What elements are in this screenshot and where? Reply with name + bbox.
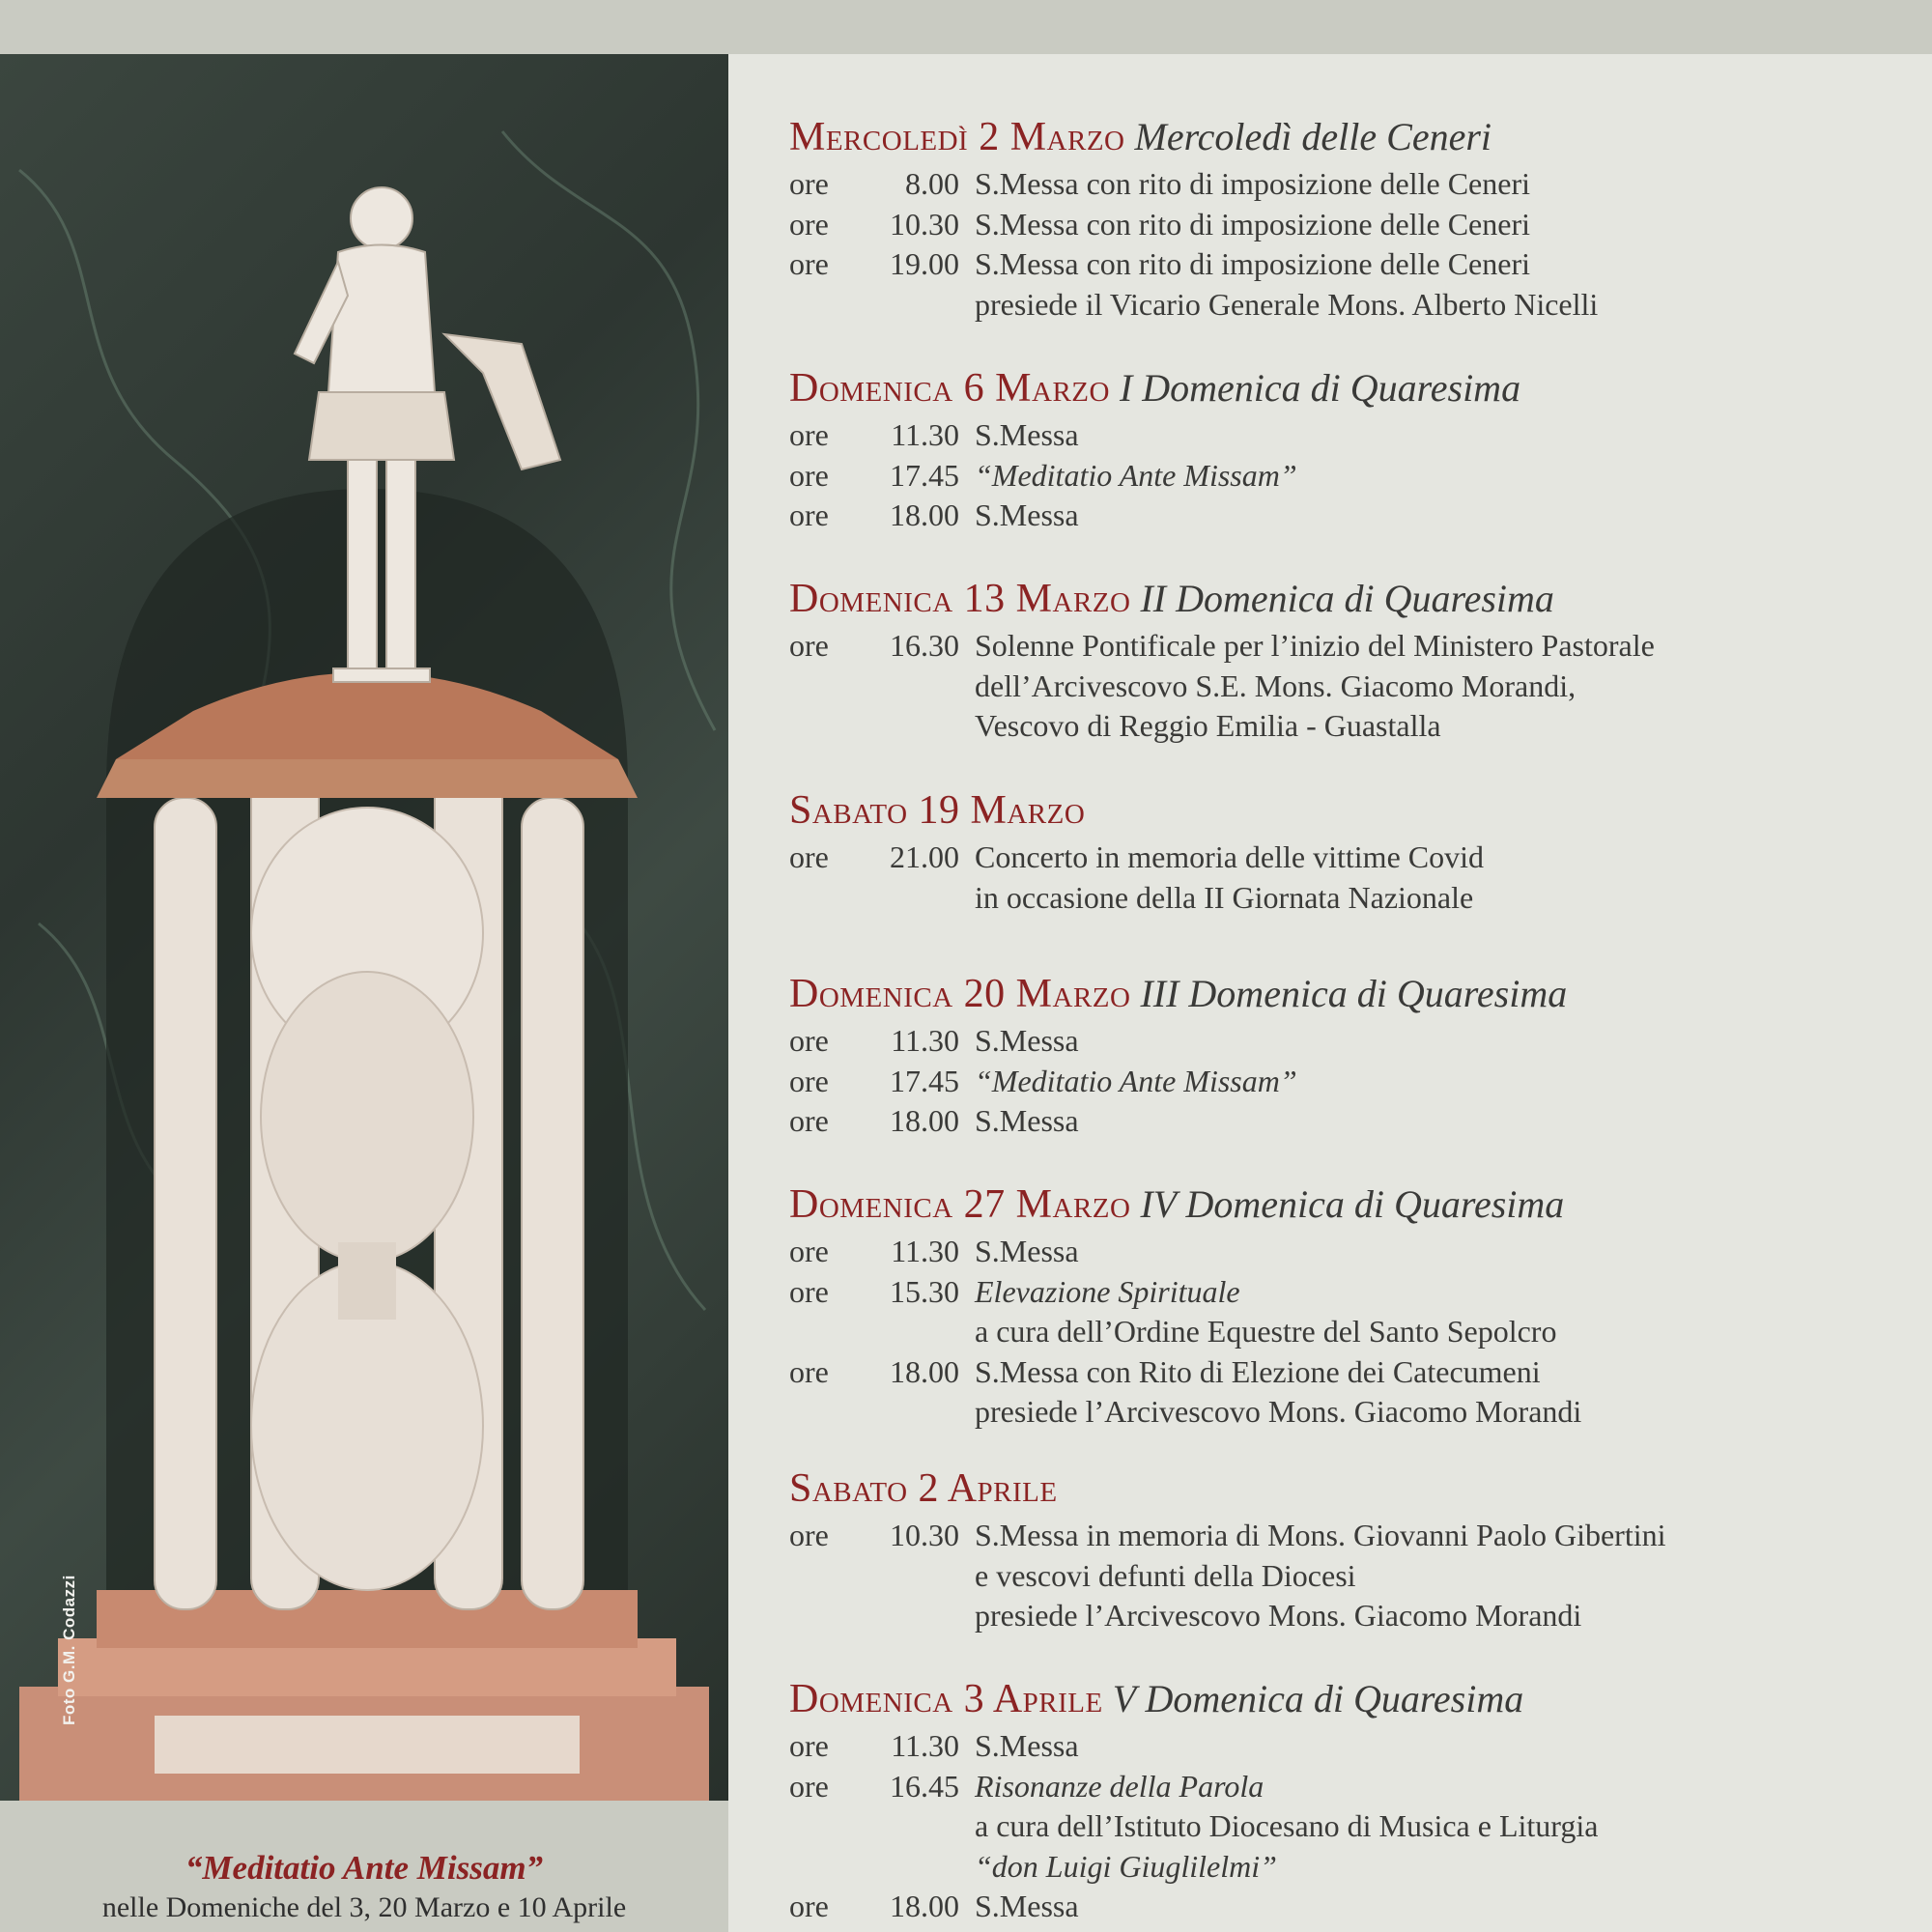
day-feast: III Domenica di Quaresima bbox=[1140, 972, 1568, 1015]
event-description: Risonanze della Parola bbox=[975, 1768, 1264, 1804]
event-description: S.Messa bbox=[975, 1889, 1079, 1923]
event-description: S.Messa con rito di imposizione delle Ceneri bbox=[975, 206, 1530, 242]
event-description: “Meditatio Ante Missam” bbox=[975, 457, 1297, 493]
event-description: S.Messa bbox=[975, 1234, 1079, 1268]
event-ore-label: ore bbox=[789, 206, 829, 242]
event-time: 11.30 bbox=[891, 1023, 959, 1058]
event-ore-label: ore bbox=[789, 166, 829, 201]
day-date: Domenica 13 Marzo bbox=[789, 577, 1131, 621]
day-feast: II Domenica di Quaresima bbox=[1140, 577, 1554, 620]
day-heading bbox=[789, 365, 1520, 412]
top-banner bbox=[0, 0, 1932, 54]
event-description: presiede l’Arcivescovo Mons. Giacomo Morandi bbox=[975, 1598, 1582, 1633]
event-description: in occasione della II Giornata Nazionale bbox=[975, 879, 1474, 915]
caption-box bbox=[0, 1801, 728, 1932]
day-heading bbox=[789, 787, 1085, 834]
event-time: 11.30 bbox=[891, 1234, 959, 1268]
event-ore-label: ore bbox=[789, 1234, 829, 1268]
event-description: S.Messa con rito di imposizione delle Ceneri bbox=[975, 246, 1530, 281]
event-time: 17.45 bbox=[890, 1063, 959, 1098]
event-description: S.Messa bbox=[975, 417, 1079, 452]
day-feast: IV Domenica di Quaresima bbox=[1140, 1182, 1565, 1226]
event-description: S.Messa bbox=[975, 497, 1079, 532]
event-ore-label: ore bbox=[789, 1518, 829, 1552]
day-heading bbox=[789, 971, 1567, 1017]
event-time: 10.30 bbox=[890, 1518, 959, 1552]
event-time: 17.45 bbox=[890, 457, 959, 493]
day-date: Sabato 2 Aprile bbox=[789, 1466, 1058, 1511]
event-description: dell’Arcivescovo S.E. Mons. Giacomo Morandi, bbox=[975, 668, 1577, 703]
event-ore-label: ore bbox=[789, 1889, 829, 1923]
event-time: 16.45 bbox=[890, 1768, 959, 1804]
event-time: 8.00 bbox=[905, 166, 959, 201]
event-ore-label: ore bbox=[789, 497, 829, 532]
event-description: Elevazione Spirituale bbox=[975, 1273, 1240, 1309]
day-date: Sabato 19 Marzo bbox=[789, 788, 1086, 833]
event-description: S.Messa bbox=[975, 1023, 1079, 1058]
event-description: S.Messa in memoria di Mons. Giovanni Paolo Gibertini bbox=[975, 1518, 1666, 1552]
event-ore-label: ore bbox=[789, 1023, 829, 1058]
photo-credit: Foto G.M. Codazzi bbox=[60, 1575, 78, 1725]
event-description: Vescovo di Reggio Emilia - Guastalla bbox=[975, 708, 1441, 743]
event-ore-label: ore bbox=[789, 417, 829, 452]
day-heading bbox=[789, 1181, 1564, 1228]
event-description: Concerto in memoria delle vittime Covid bbox=[975, 839, 1484, 874]
event-description: S.Messa bbox=[975, 1728, 1079, 1763]
day-feast: I Domenica di Quaresima bbox=[1119, 366, 1521, 410]
day-heading bbox=[789, 114, 1492, 160]
event-time: 18.00 bbox=[890, 1103, 959, 1138]
day-heading bbox=[789, 1465, 1058, 1512]
event-description: presiede il Vicario Generale Mons. Alberto Nicelli bbox=[975, 286, 1599, 322]
event-description: a cura dell’Istituto Diocesano di Musica e Liturgia bbox=[975, 1808, 1599, 1843]
event-ore-label: ore bbox=[789, 1768, 829, 1804]
event-ore-label: ore bbox=[789, 457, 829, 493]
event-ore-label: ore bbox=[789, 246, 829, 281]
event-time: 21.00 bbox=[890, 839, 959, 874]
day-date: Domenica 27 Marzo bbox=[789, 1182, 1131, 1227]
event-time: 11.30 bbox=[891, 417, 959, 452]
day-date: Domenica 20 Marzo bbox=[789, 972, 1131, 1016]
event-time: 19.00 bbox=[890, 246, 959, 281]
event-ore-label: ore bbox=[789, 628, 829, 663]
event-time: 18.00 bbox=[890, 1889, 959, 1923]
day-date: Mercoledì 2 Marzo bbox=[789, 115, 1125, 159]
day-feast: V Domenica di Quaresima bbox=[1112, 1677, 1524, 1720]
event-description: S.Messa bbox=[975, 1103, 1079, 1138]
event-ore-label: ore bbox=[789, 1063, 829, 1098]
event-description: “don Luigi Giuglilelmi” bbox=[975, 1848, 1277, 1884]
event-description: “Meditatio Ante Missam” bbox=[975, 1063, 1297, 1098]
statue-illustration bbox=[0, 54, 728, 1801]
event-description: S.Messa con Rito di Elezione dei Catecumeni bbox=[975, 1353, 1541, 1389]
event-description: a cura dell’Ordine Equestre del Santo Sepolcro bbox=[975, 1314, 1557, 1349]
event-description: S.Messa con rito di imposizione delle Ceneri bbox=[975, 166, 1530, 201]
event-time: 10.30 bbox=[890, 206, 959, 242]
caption-subtitle: nelle Domeniche del 3, 20 Marzo e 10 Aprile bbox=[101, 1891, 627, 1923]
caption-title: “Meditatio Ante Missam” bbox=[185, 1849, 544, 1887]
event-ore-label: ore bbox=[789, 1103, 829, 1138]
day-feast: Mercoledì delle Ceneri bbox=[1134, 115, 1492, 158]
event-time: 18.00 bbox=[890, 1353, 959, 1389]
event-time: 11.30 bbox=[891, 1728, 959, 1763]
day-date: Domenica 3 Aprile bbox=[789, 1677, 1103, 1721]
statue-photo bbox=[0, 54, 728, 1801]
event-time: 16.30 bbox=[890, 628, 959, 663]
event-ore-label: ore bbox=[789, 839, 829, 874]
event-ore-label: ore bbox=[789, 1273, 829, 1309]
event-ore-label: ore bbox=[789, 1728, 829, 1763]
event-time: 18.00 bbox=[890, 497, 959, 532]
event-time: 15.30 bbox=[890, 1273, 959, 1309]
day-date: Domenica 6 Marzo bbox=[789, 366, 1110, 411]
event-description: Solenne Pontificale per l’inizio del Ministero Pastorale bbox=[975, 628, 1655, 663]
day-heading bbox=[789, 576, 1554, 622]
event-description: e vescovi defunti della Diocesi bbox=[975, 1557, 1356, 1593]
event-description: presiede l’Arcivescovo Mons. Giacomo Morandi bbox=[975, 1394, 1582, 1429]
event-ore-label: ore bbox=[789, 1353, 829, 1389]
day-heading bbox=[789, 1676, 1523, 1722]
